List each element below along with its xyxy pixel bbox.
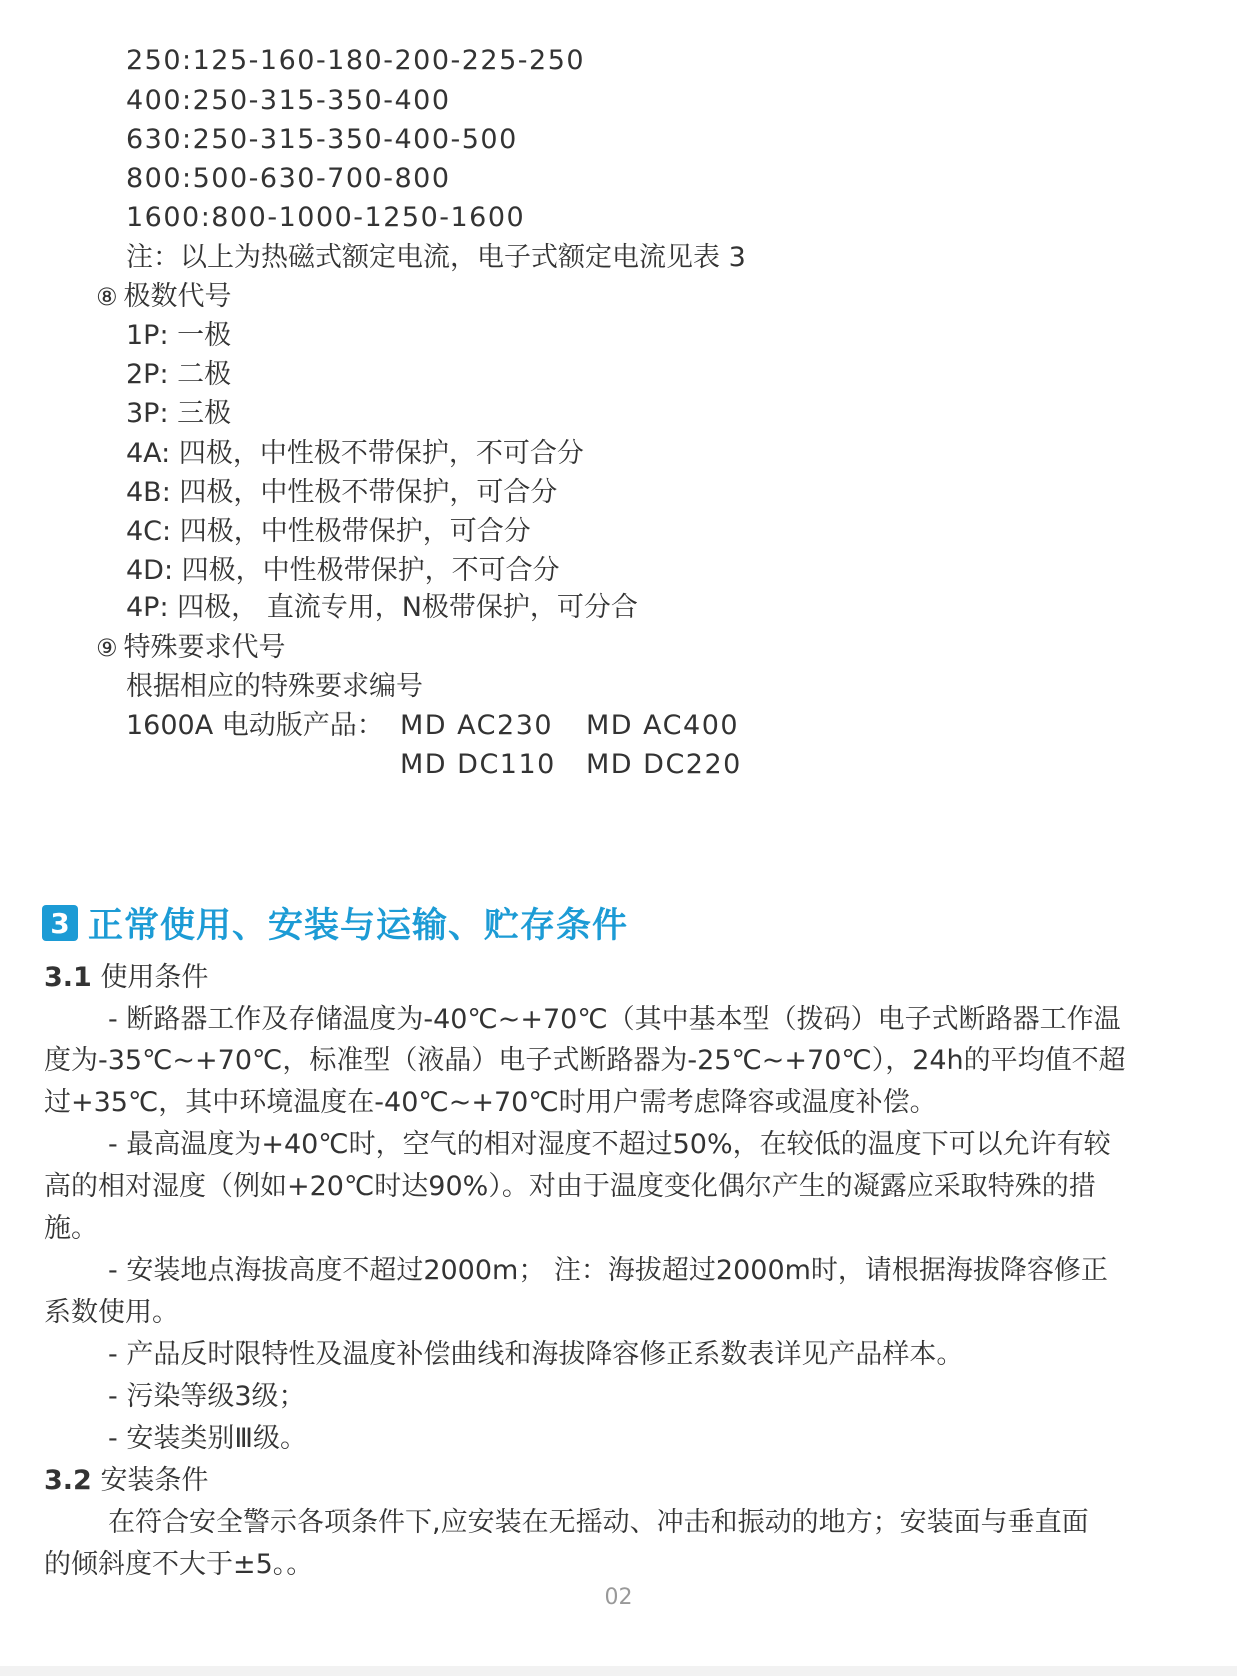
- usage-line: - 断路器工作及存储温度为-40℃~+70℃（其中基本型（拨码）电子式断路器工作温: [108, 1004, 1121, 1035]
- usage-line: 度为-35℃~+70℃，标准型（液晶）电子式断路器为-25℃~+70℃），24h的平均值不超: [44, 1045, 1126, 1076]
- section-3-header: [42, 898, 628, 948]
- special-section-desc: 根据相应的特殊要求编号: [126, 671, 423, 702]
- product-label: 1600A 电动版产品：: [126, 710, 384, 741]
- bottom-band: [0, 1666, 1237, 1676]
- usage-line: 过+35℃，其中环境温度在-40℃~+70℃时用户需考虑降容或温度补偿。: [44, 1087, 937, 1118]
- rating-note: 注：以上为热磁式额定电流，电子式额定电流见表 3: [126, 242, 746, 273]
- product-code: MD DC110: [400, 749, 556, 780]
- section-number-badge: 3: [42, 905, 78, 941]
- pole-item: 1P: 一极: [126, 320, 232, 351]
- circled-number-8: ⑧: [96, 283, 118, 311]
- special-section-heading: [96, 631, 286, 665]
- section-title: 正常使用、安装与运输、贮存条件: [88, 906, 629, 946]
- usage-line: - 污染等级3级；: [108, 1381, 306, 1412]
- subsection-title: 安装条件: [100, 1465, 209, 1496]
- circled-number-9: ⑨: [96, 634, 118, 662]
- special-section-title: 特殊要求代号: [123, 632, 286, 663]
- rating-line: 250:125-160-180-200-225-250: [126, 45, 586, 76]
- pole-section-heading: [96, 280, 232, 314]
- pole-item: 3P: 三极: [126, 398, 232, 429]
- usage-line: - 产品反时限特性及温度补偿曲线和海拔降容修正系数表详见产品样本。: [108, 1339, 964, 1370]
- usage-line: 系数使用。: [44, 1297, 179, 1328]
- usage-line: - 安装类别Ⅲ级。: [108, 1423, 307, 1454]
- subsection-number: 3.2: [44, 1465, 92, 1496]
- usage-line: - 安装地点海拔高度不超过2000m； 注：海拔超过2000m时，请根据海拔降容修正: [108, 1255, 1108, 1286]
- subsection-title: 使用条件: [100, 962, 209, 993]
- pole-section-title: 极数代号: [123, 281, 232, 312]
- rating-line: 1600:800-1000-1250-1600: [126, 202, 526, 233]
- product-code: MD AC400: [586, 710, 740, 741]
- pole-item: 4P: 四极， 直流专用，N极带保护，可分合: [126, 592, 638, 623]
- pole-item: 4C: 四极，中性极带保护，可合分: [126, 516, 531, 547]
- pole-item: 2P: 二极: [126, 359, 232, 390]
- page-number: 02: [604, 1585, 633, 1610]
- install-line: 的倾斜度不大于±5。。: [44, 1549, 314, 1580]
- usage-line: 高的相对湿度（例如+20℃时达90%）。对由于温度变化偶尔产生的凝露应采取特殊的措: [44, 1171, 1096, 1202]
- install-line: 在符合安全警示各项条件下,应安装在无摇动、冲击和振动的地方；安装面与垂直面: [108, 1507, 1089, 1538]
- product-code: MD DC220: [586, 749, 742, 780]
- usage-line: 施。: [44, 1213, 98, 1244]
- pole-item: 4A: 四极，中性极不带保护，不可合分: [126, 438, 584, 469]
- pole-item: 4B: 四极，中性极不带保护，可合分: [126, 477, 558, 508]
- subsection-3-2-heading: [44, 1464, 208, 1498]
- rating-line: 630:250-315-350-400-500: [126, 124, 518, 155]
- subsection-number: 3.1: [44, 962, 92, 993]
- usage-line: - 最高温度为+40℃时，空气的相对湿度不超过50%，在较低的温度下可以允许有较: [108, 1129, 1111, 1160]
- subsection-3-1-heading: [44, 961, 208, 995]
- rating-line: 400:250-315-350-400: [126, 85, 451, 116]
- pole-item: 4D: 四极，中性极带保护，不可合分: [126, 555, 560, 586]
- product-code: MD AC230: [400, 710, 554, 741]
- rating-line: 800:500-630-700-800: [126, 163, 451, 194]
